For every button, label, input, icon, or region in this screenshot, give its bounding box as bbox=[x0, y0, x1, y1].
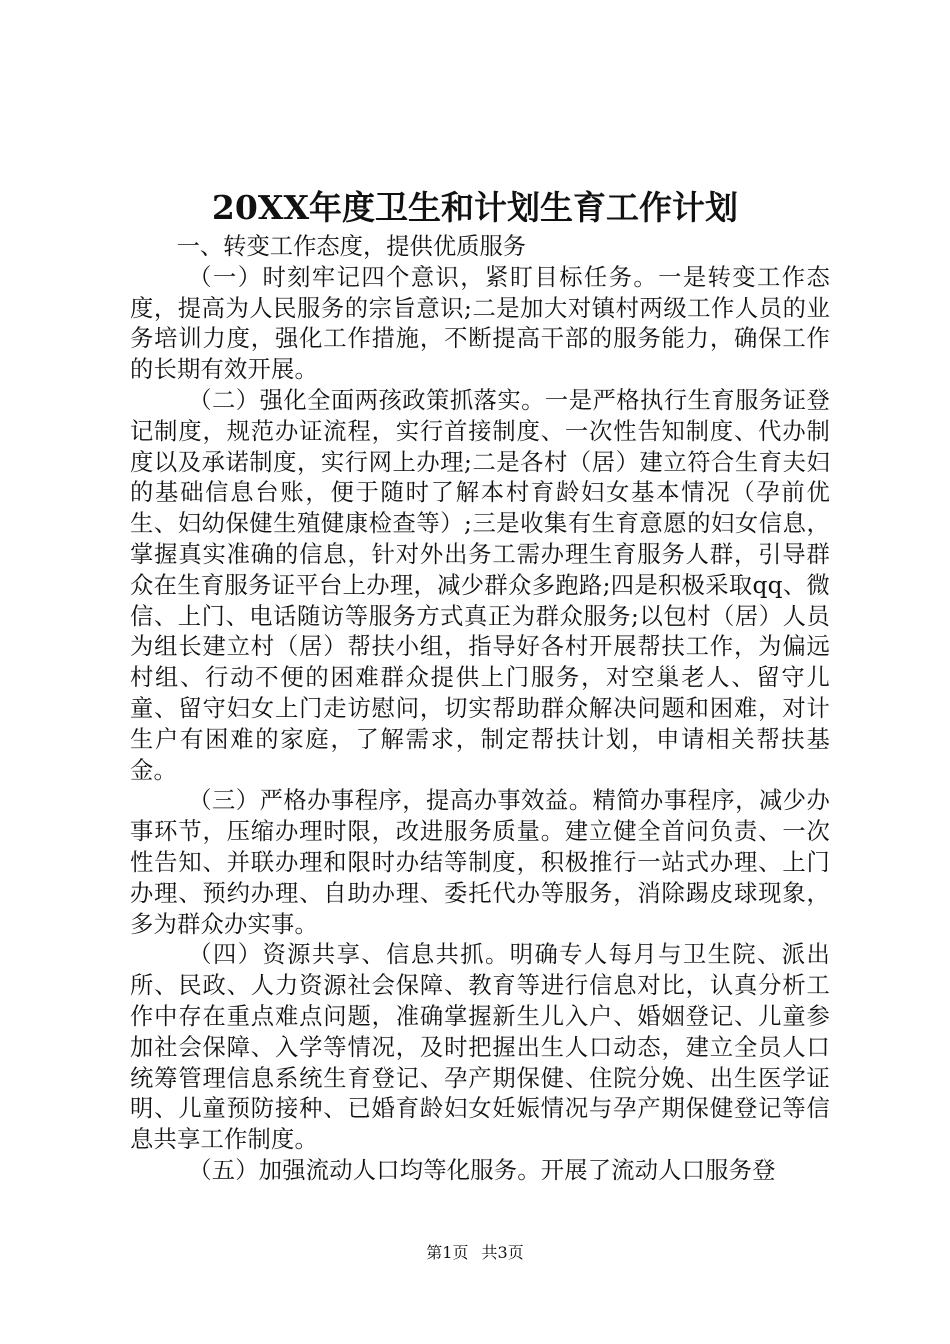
paragraph-4: （四）资源共享、信息共抓。明确专人每月与卫生院、派出所、民政、人力资源社会保障、教育等进行信息对比，认真分析工作中存在重点难点问题，准确掌握新生儿入户、婚姻登记、儿童参加社会保障、入学等情况，及时把握出生人口动态，建立全员人口统筹管理信息系统生育登记、孕产期保健、住院分娩、出生医学证明、儿童预防接种、已婚育龄妇女妊娠情况与孕产期保健登记等信息共享工作制度。 bbox=[130, 941, 830, 1154]
paragraph-1: （一）时刻牢记四个意识，紧盯目标任务。一是转变工作态度，提高为人民服务的宗旨意识;二是加大对镇村两级工作人员的业务培训力度，强化工作措施，不断提高干部的服务能力，确保工作的长期有效开展。 bbox=[130, 263, 830, 384]
document-title: 20XX年度卫生和计划生育工作计划 bbox=[211, 188, 739, 227]
page-number: 第1页 bbox=[426, 1243, 469, 1262]
paragraph-3: （三）严格办事程序，提高办事效益。精简办事程序，减少办事环节，压缩办理时限，改进服务质量。建立健全首问负责、一次性告知、并联办理和限时办结等制度，积极推行一站式办理、上门办理、预约办理、自助办理、委托代办等服务，消除踢皮球现象，多为群众办实事。 bbox=[130, 787, 830, 938]
section-heading: 一、转变工作态度，提供优质服务 bbox=[176, 233, 527, 260]
page-total: 共3页 bbox=[481, 1243, 524, 1262]
page-footer bbox=[0, 1242, 950, 1264]
paragraph-5: （五）加强流动人口均等化服务。开展了流动人口服务登 bbox=[188, 1156, 776, 1184]
paragraph-2: （二）强化全面两孩政策抓落实。一是严格执行生育服务证登记制度，规范办证流程，实行首接制度、一次性告知制度、代办制度以及承诺制度，实行网上办理;二是各村（居）建立符合生育夫妇的基础信息台账，便于随时了解本村育龄妇女基本情况（孕前优生、妇幼保健生殖健康检查等）;三是收集有生育意愿的妇女信息，掌握真实准确的信息，针对外出务工需办理生育服务人群，引导群众在生育服务证平台上办理，减少群众多跑路;四是积极采取qq、微信、上门、电话随访等服务方式真正为群众服务;以包村（居）人员为组长建立村（居）帮扶小组，指导好各村开展帮扶工作，为偏远村组、行动不便的困难群众提供上门服务，对空巢老人、留守儿童、留守妇女上门走访慰问，切实帮助群众解决问题和困难，对计生户有困难的家庭，了解需求，制定帮扶计划，申请相关帮扶基金。 bbox=[130, 386, 830, 784]
document-body bbox=[130, 232, 830, 1187]
